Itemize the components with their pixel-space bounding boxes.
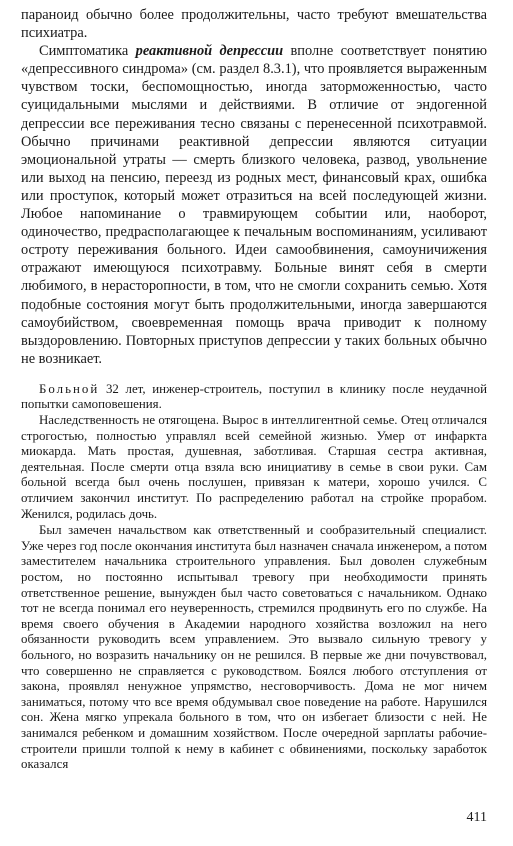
paragraph-reactive-depression bbox=[21, 42, 487, 368]
case-intro-text: 32 лет, инженер-строитель, поступил в клинику после неудачной попытки самоповешения. bbox=[21, 381, 487, 412]
paragraph-lead: Симптоматика bbox=[39, 43, 129, 60]
term-reactive-depression: реактивной депрессии bbox=[135, 43, 284, 60]
paragraph-continuation: параноид обычно более продолжительны, часто требуют вмешательства психиатра. bbox=[21, 7, 487, 42]
case-intro bbox=[21, 382, 487, 413]
case-career: Был замечен начальством как ответственный и сообразительный специалист. Уже через год после окончания института был назначен сначала инженером, а потом заместителем начальника строительного управления. Был доволен служебным ростом, но постоянно испытывал тревогу при необходимости принять ответственное решение, вынужден был часто советоваться с начальником. Однако тот не всегда понимал его неуверенность, стремился продвинуть его по службе. На время своего обучения в Академии народного хозяйства возложил на него обязанности руководить всем управлением. Это вызвало сильную тревогу у больного, но возразить начальнику он не решился. В первые же дни почувствовал, что совершенно не справляется с руководством. Боялся любого отступления от закона, проявлял ненужное упрямство, несговорчивость. Дома не мог ничем заниматься, потому что все время обдумывал свое поведение на работе. Нарушился сон. Жена мягко упрекала больного в том, что он избегает близости с ней. Не занимался ребенком и домашним хозяйством. После очередной зарплаты рабочие-строители пришли толпой к нему в кабинет с обвинениями, поскольку заработок оказался bbox=[21, 523, 487, 772]
main-text bbox=[21, 6, 487, 368]
page-number: 411 bbox=[466, 810, 487, 825]
case-label: Больной bbox=[39, 381, 100, 396]
case-study bbox=[21, 382, 487, 773]
paragraph-body: вполне соответствует понятию «депрессивного синдрома» (см. раздел 8.3.1), что проявляется выраженным чувством тоски, беспомощностью, иногда заторможенностью, часто суицидальными мыслями и действиями. В отличие от эндогенной депрессии все переживания тесно связаны с перенесенной психотравмой. Обычно причинами реактивной депрессии являются ситуации эмоциональной утраты — смерть близкого человека, развод, увольнение или выход на пенсию, переезд из родных мест, финансовый крах, ошибка или проступок, который может отразиться на всей последующей жизни. Любое напоминание о травмирующем событии или, наоборот, одиночество, предрасполагающее к печальным воспоминаниям, усиливают остроту переживания больного. Идеи самообвинения, самоуничижения отражают имеющуюся психотравму. Больные винят себя в смерти любимого, в нерасторопности, в том, что не смогли сохранить семью. Хотя подобные состояния могут быть продолжительными, иногда завершаются самоубийством, своевременная помощь врача приводит к полному выздоровлению. Повторных приступов депрессии у таких больных обычно не возникает. bbox=[21, 43, 487, 367]
case-heredity: Наследственность не отягощена. Вырос в интеллигентной семье. Отец отличался строгостью, полностью управлял всей семейной жизнью. Умер от инфаркта миокарда. Мать простая, душевная, заботливая. Старшая сестра активная, деятельная. После смерти отца взяла всю инициативу в семье в свои руки. Сам больной всегда был очень послушен, привязан к матери, хорошо учился. С отличием закончил институт. По распределению работал на стройке прорабом. Женился, родилась дочь. bbox=[21, 413, 487, 521]
